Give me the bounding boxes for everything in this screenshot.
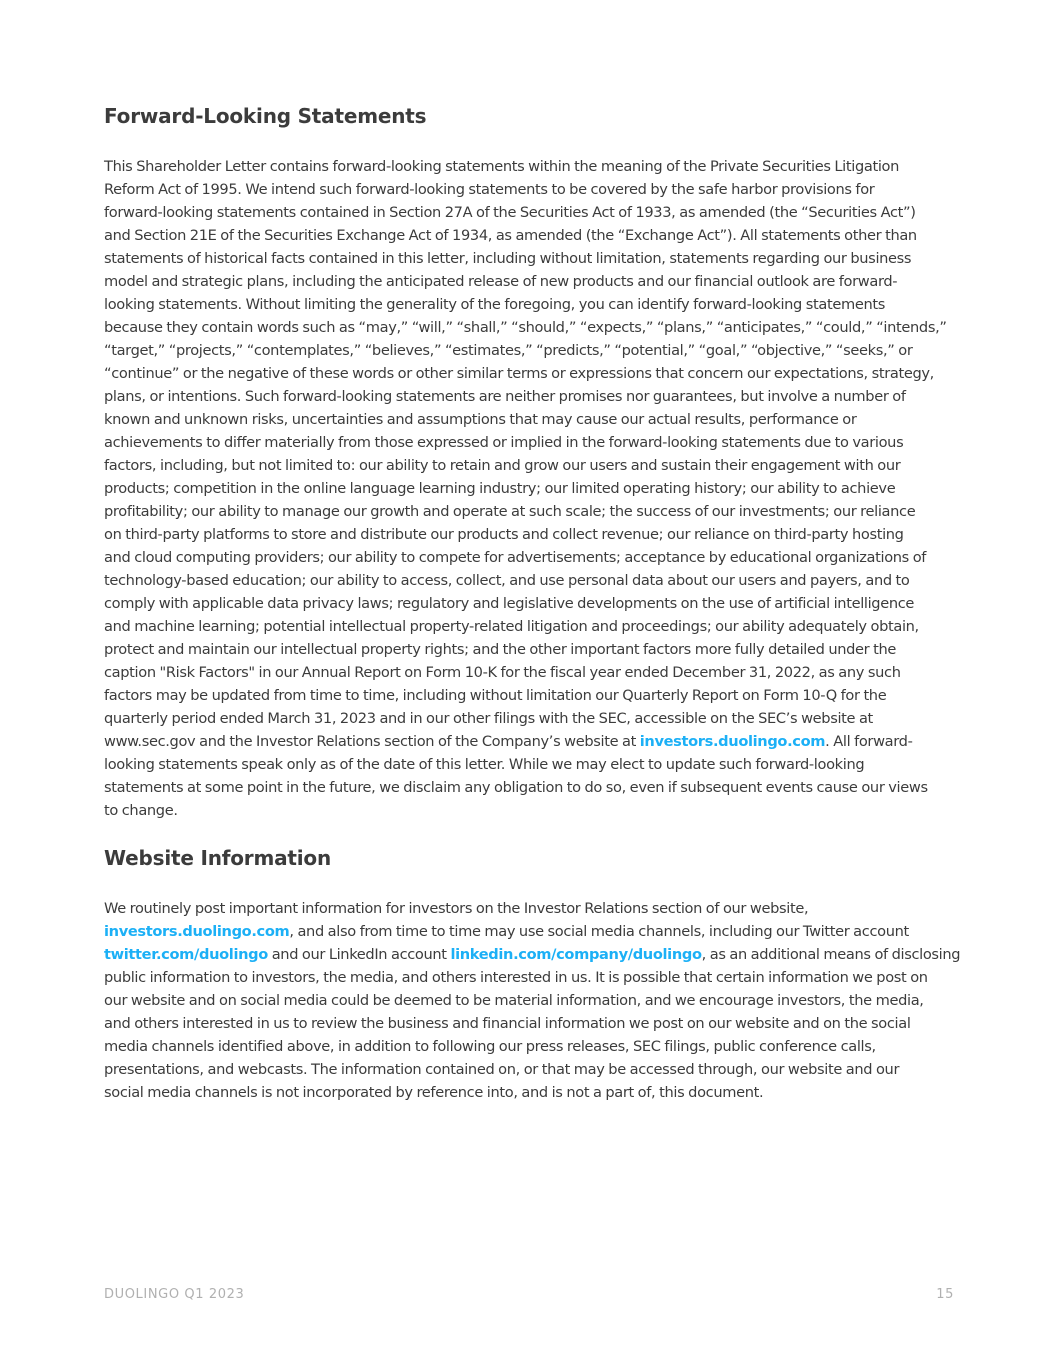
text-line: looking statements speak only as of the date of this letter. While we may elect to update such forward-looking [104, 756, 865, 773]
text-line: products; competition in the online language learning industry; our limited operating history; our ability to achieve [104, 480, 896, 497]
forward-looking-heading: Forward-Looking Statements [104, 104, 427, 128]
text-line: profitability; our ability to manage our growth and operate at such scale; the success of our investments; our reliance [104, 503, 916, 520]
website-information-heading: Website Information [104, 846, 331, 870]
text-line: our website and on social media could be deemed to be material information, and we encourage investors, the media, [104, 992, 924, 1009]
text-line: factors may be updated from time to time, including without limitation our Quarterly Report on Form 10-Q for the [104, 687, 887, 704]
text-line: statements at some point in the future, we disclaim any obligation to do so, even if subsequent events cause our views [104, 779, 928, 796]
website-information-paragraph: We routinely post important information for investors on the Investor Relations section of our website, investors.duolingo.com, and also from time to time may use social media channels, including our Twitter account twitter.com/duolingo and our LinkedIn account linkedin.com/company/duolingo, as an additional means of disclosing public information to investors, the media, and others interested in us. It is possible that certain information we post on our website and on social media could be deemed to be material information, and we encourage investors, the media, and others interested in us to review the business and financial information we post on our website and on the social media channels identified above, in addition to following our press releases, SEC filings, public conference calls, presentations, and webcasts. The information contained on, or that may be accessed through, our website and our social media channels is not incorporated by reference into, and is not a part of, this document. [104, 900, 961, 1101]
text-line: social media channels is not incorporated by reference into, and is not a part of, this document. [104, 1084, 764, 1101]
investors-duolingo-link-2[interactable]: investors.duolingo.com [104, 923, 290, 940]
text-line: statements of historical facts contained in this letter, including without limitation, statements regarding our business [104, 250, 912, 267]
forward-looking-tail-lines [104, 756, 928, 819]
text-line: “continue” or the negative of these words or other similar terms or expressions that concern our expectations, strategy, [104, 365, 934, 382]
text-line: on third-party platforms to store and distribute our products and collect revenue; our reliance on third-party hosting [104, 526, 904, 543]
text-line: plans, or intentions. Such forward-looking statements are neither promises nor guarantees, but involve a number of [104, 388, 906, 405]
investors-duolingo-link[interactable]: investors.duolingo.com [639, 733, 826, 750]
text-line: looking statements. Without limiting the generality of the foregoing, you can identify forward-looking statements [104, 296, 885, 313]
text-line: “target,” “projects,” “contemplates,” “believes,” “estimates,” “predicts,” “potential,” “goal,” “objective,” “seeks,” or [104, 342, 913, 359]
text-line: and cloud computing providers; our ability to compete for advertisements; acceptance by educational organizations of [104, 549, 927, 566]
text-line: public information to investors, the media, and others interested in us. It is possible that certain information we post on [104, 969, 928, 986]
text-line: media channels identified above, in addition to following our press releases, SEC filings, public conference calls, [104, 1038, 876, 1055]
text-line: known and unknown risks, uncertainties and assumptions that may cause our actual results, performance or [104, 411, 857, 428]
footer-company-quarter: DUOLINGO Q1 2023 [104, 1287, 245, 1302]
forward-looking-paragraph [104, 155, 947, 822]
text-line: technology-based education; our ability to access, collect, and use personal data about our users and payers, and to [104, 572, 910, 589]
text-line: and machine learning; potential intellectual property-related litigation and proceedings; our ability adequately obtain, [104, 618, 919, 635]
linkedin-duolingo-link[interactable]: linkedin.com/company/duolingo [450, 946, 702, 963]
forward-looking-lines [104, 158, 947, 727]
text-line: model and strategic plans, including the anticipated release of new products and our financial outlook are forward- [104, 273, 898, 290]
forward-looking-link-line: www.sec.gov and the Investor Relations section of the Company’s website at investors.duolingo.com. All forward- [104, 733, 913, 750]
text-line: and Section 21E of the Securities Exchange Act of 1934, as amended (the “Exchange Act”). All statements other than [104, 227, 917, 244]
website-tail-lines [104, 969, 928, 1101]
text-line: quarterly period ended March 31, 2023 and in our other filings with the SEC, accessible on the SEC’s website at [104, 710, 873, 727]
website-line-1: We routinely post important information for investors on the Investor Relations section of our website, [104, 900, 809, 917]
text-line: to change. [104, 802, 178, 819]
text-line: protect and maintain our intellectual property rights; and the other important factors more fully detailed under the [104, 641, 897, 658]
text-line: caption "Risk Factors" in our Annual Report on Form 10-K for the fiscal year ended December 31, 2022, as any such [104, 664, 901, 681]
text-line: This Shareholder Letter contains forward-looking statements within the meaning of the Private Securities Litigation [104, 158, 900, 175]
text-line: comply with applicable data privacy laws; regulatory and legislative developments on the use of artificial intelligence [104, 595, 915, 612]
text-line: achievements to differ materially from those expressed or implied in the forward-looking statements due to various [104, 434, 904, 451]
text-line: forward-looking statements contained in Section 27A of the Securities Act of 1933, as amended (the “Securities Act”) [104, 204, 916, 221]
footer-page-number: 15 [936, 1287, 954, 1302]
twitter-duolingo-link[interactable]: twitter.com/duolingo [104, 946, 268, 963]
text-line: and others interested in us to review the business and financial information we post on our website and on the social [104, 1015, 911, 1032]
text-line: because they contain words such as “may,” “will,” “shall,” “should,” “expects,” “plans,” “anticipates,” “could,” “intends,” [104, 319, 947, 336]
text-line: Reform Act of 1995. We intend such forward-looking statements to be covered by the safe harbor provisions for [104, 181, 875, 198]
text-line: factors, including, but not limited to: our ability to retain and grow our users and sustain their engagement with our [104, 457, 901, 474]
text-line: presentations, and webcasts. The information contained on, or that may be accessed through, our website and our [104, 1061, 900, 1078]
